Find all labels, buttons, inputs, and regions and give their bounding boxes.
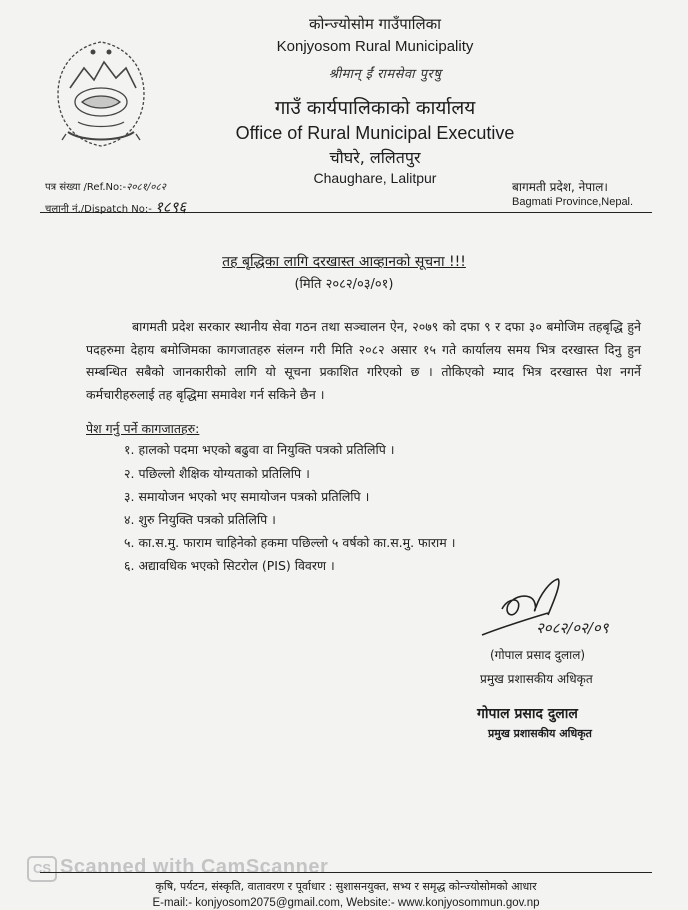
ref-number — [45, 179, 166, 193]
document-list-heading: पेश गर्नु पर्ने कागजातहरु: — [86, 421, 200, 436]
notice-body: बागमती प्रदेश सरकार स्थानीय सेवा गठन तथा सञ्चालन ऐन, २०७९ को दफा ९ र दफा ३० बमोजिम तहबृद्धि हुने पदहरुमा देहाय बमोजिमका कागजातहरु संलग्न गरी मिति २०८२ असार १५ गते कार्यालय समय भित्र दरखास्त दिनु हुन सम्बन्धित सबैको जानकारीको लागि यो सूचना प्रकाशित गरिएको छ । तोकिएको म्याद भित्र दरखास्त पेश नगर्ने कर्मचारीहरुलाई तह बृद्धिमा समावेश गर्न सकिने छैन । — [86, 319, 641, 402]
footer-divider — [40, 872, 652, 873]
list-item: ५. का.स.मु. फाराम चाहिनेको हकमा पछिल्लो ५ वर्षको का.स.मु. फाराम । — [124, 535, 456, 550]
list-item: ४. शुरु नियुक्ति पत्रको प्रतिलिपि । — [124, 512, 276, 527]
municipality-name-en: Konjyosom Rural Municipality — [276, 38, 474, 55]
list-item: ३. समायोजन भएको भए समायोजन पत्रको प्रतिलिपि । — [124, 489, 370, 504]
camscanner-watermark: Scanned with CamScanner — [60, 856, 329, 878]
location-en: Chaughare, Lalitpur — [313, 170, 437, 186]
nepal-emblem-icon — [48, 38, 154, 150]
footer-contact: E-mail:- konjyosom2075@gmail.com, Website:- www.konjyosommun.gov.np — [152, 897, 540, 909]
ref-label: पत्र संख्या /Ref.No:- — [45, 182, 127, 193]
office-name-np: गाउँ कार्यपालिकाको कार्यालय — [274, 97, 476, 119]
notice-date: (मिति २०८२/०३/०१) — [294, 277, 394, 292]
dispatch-number — [45, 197, 186, 217]
signature-mark — [478, 575, 648, 645]
header-divider — [40, 212, 652, 213]
location-np: चौघरे, ललितपुर — [329, 148, 421, 167]
office-name-en: Office of Rural Municipal Executive — [235, 123, 515, 143]
footer-slogan: कृषि, पर्यटन, संस्कृति, वातावरण र पूर्वाधार : सुशासनयुक्त, सभ्य र समृद्ध कोन्ज्योसोमको आधार — [155, 880, 537, 893]
signatory-stamp-name: गोपाल प्रसाद दुलाल — [477, 706, 578, 722]
signature-date: २०८२/०२/०९ — [536, 619, 609, 637]
list-item: १. हालको पदमा भएको बढुवा वा नियुक्ति पत्रको प्रतिलिपि । — [124, 442, 395, 457]
dispatch-label: चलानी नं./Dispatch No:- — [45, 204, 152, 215]
list-item: ६. अद्यावधिक भएको सिटरोल (PIS) विवरण । — [124, 558, 335, 573]
notice-title-text: तह बृद्धिका लागि दरखास्त आव्हानको सूचना !!! — [222, 254, 466, 270]
signatory-name: (गोपाल प्रसाद दुलाल) — [490, 648, 586, 662]
signatory-title: प्रमुख प्रशासकीय अधिकृत — [480, 672, 593, 686]
notice-title — [80, 252, 608, 271]
dispatch-value: १८९६ — [155, 198, 187, 216]
list-item: २. पछिल्लो शैक्षिक योग्यताको प्रतिलिपि । — [124, 466, 310, 481]
province-en: Bagmati Province,Nepal. — [512, 196, 634, 208]
ref-value: २०८१/०८२ — [126, 182, 166, 193]
municipality-name-np: कोन्ज्योसोम गाउँपालिका — [308, 15, 442, 33]
stamp-overlay: श्रीमान् ईं रामसेवा पुरषु — [328, 67, 442, 82]
province-np: बागमती प्रदेश, नेपाल। — [512, 180, 608, 194]
camscanner-logo-icon: CS — [27, 856, 57, 882]
signatory-stamp-title: प्रमुख प्रशासकीय अधिकृत — [488, 727, 592, 740]
